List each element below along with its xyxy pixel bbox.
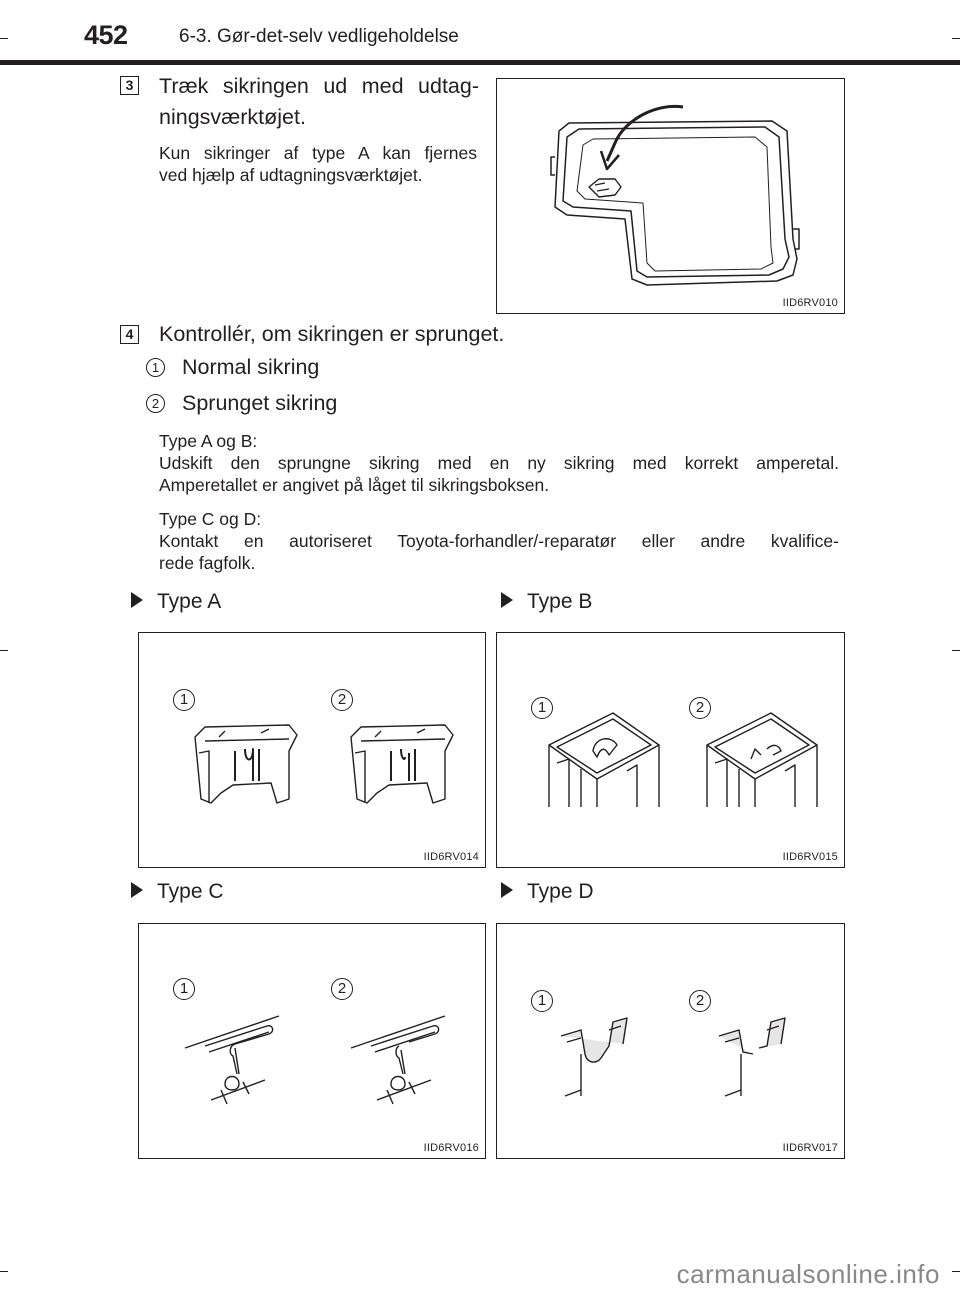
figure-code: IID6RV016 <box>423 1142 479 1154</box>
type-c-fuse-illustration <box>139 924 485 1158</box>
figure-number-1: 1 <box>173 689 195 711</box>
figure-number-1: 1 <box>531 990 553 1012</box>
crop-mark <box>0 1271 8 1272</box>
step-4-title: Kontrollér, om sikringen er sprunget. <box>159 322 505 346</box>
legend-number-2: 2 <box>146 394 165 413</box>
type-d-label: Type D <box>527 880 594 903</box>
figure-code: IID6RV015 <box>782 851 838 863</box>
crop-mark <box>0 38 8 39</box>
type-b-fuse-illustration <box>497 633 844 867</box>
crop-mark <box>0 650 8 651</box>
type-a-fuse-illustration <box>139 633 485 867</box>
step-3-note-line-2: ved hjælp af udtagningsværktøjet. <box>159 165 423 185</box>
step-3-line-2: ningsværktøjet. <box>159 105 306 129</box>
type-a-label: Type A <box>157 590 222 613</box>
type-d-fuse-illustration <box>497 924 844 1158</box>
figure-number-2: 2 <box>689 990 711 1012</box>
watermark: carmanualsonline.info <box>676 1259 940 1289</box>
figure-code: IID6RV010 <box>782 297 838 309</box>
triangle-bullet-icon <box>131 882 143 898</box>
figure-number-2: 2 <box>331 689 353 711</box>
step-4-badge: 4 <box>120 325 139 344</box>
type-a-figure <box>138 632 486 868</box>
triangle-bullet-icon <box>131 592 143 608</box>
type-ab-line-2: Amperetallet er angivet på låget til sikringsboksen. <box>159 475 550 495</box>
type-b-heading <box>501 590 592 614</box>
figure-number-1: 1 <box>173 978 195 1000</box>
triangle-bullet-icon <box>501 882 513 898</box>
step-3-note-line-1: Kun sikringer af type A kan fjernes <box>159 143 477 163</box>
type-cd-line-2: rede fagfolk. <box>159 553 256 573</box>
type-ab-line-1: Udskift den sprungne sikring med en ny sikring med korrekt amperetal. <box>159 453 839 473</box>
page-number: 452 <box>84 20 128 50</box>
type-c-label: Type C <box>157 880 224 903</box>
type-b-label: Type B <box>527 590 593 613</box>
step-3-badge: 3 <box>120 76 139 95</box>
figure-number-2: 2 <box>689 697 711 719</box>
crop-mark <box>952 1271 960 1272</box>
figure-number-1: 1 <box>531 697 553 719</box>
step-3-line-1: Træk sikringen ud med udtag- <box>159 74 479 98</box>
legend-label-normal: Normal sikring <box>182 355 320 379</box>
figure-code: IID6RV017 <box>782 1142 838 1154</box>
type-ab-heading: Type A og B: <box>159 431 258 451</box>
type-a-heading <box>131 590 221 614</box>
type-c-figure <box>138 923 486 1159</box>
triangle-bullet-icon <box>501 592 513 608</box>
type-cd-line-1: Kontakt en autoriseret Toyota-forhandler/-reparatør eller andre kvalifice- <box>159 531 839 551</box>
crop-mark <box>952 650 960 651</box>
legend-number-1: 1 <box>146 358 165 377</box>
figure-code: IID6RV014 <box>423 851 479 863</box>
header-rule <box>0 60 960 65</box>
fuse-box-lid-figure <box>496 78 845 314</box>
section-title: 6-3. Gør-det-selv vedligeholdelse <box>179 26 459 47</box>
crop-mark <box>952 38 960 39</box>
type-d-figure <box>496 923 845 1159</box>
figure-number-2: 2 <box>331 978 353 1000</box>
type-d-heading <box>501 880 594 904</box>
type-b-figure <box>496 632 845 868</box>
type-cd-heading: Type C og D: <box>159 509 262 529</box>
fuse-box-lid-illustration <box>497 79 844 313</box>
legend-label-blown: Sprunget sikring <box>182 391 338 415</box>
type-c-heading <box>131 880 224 904</box>
